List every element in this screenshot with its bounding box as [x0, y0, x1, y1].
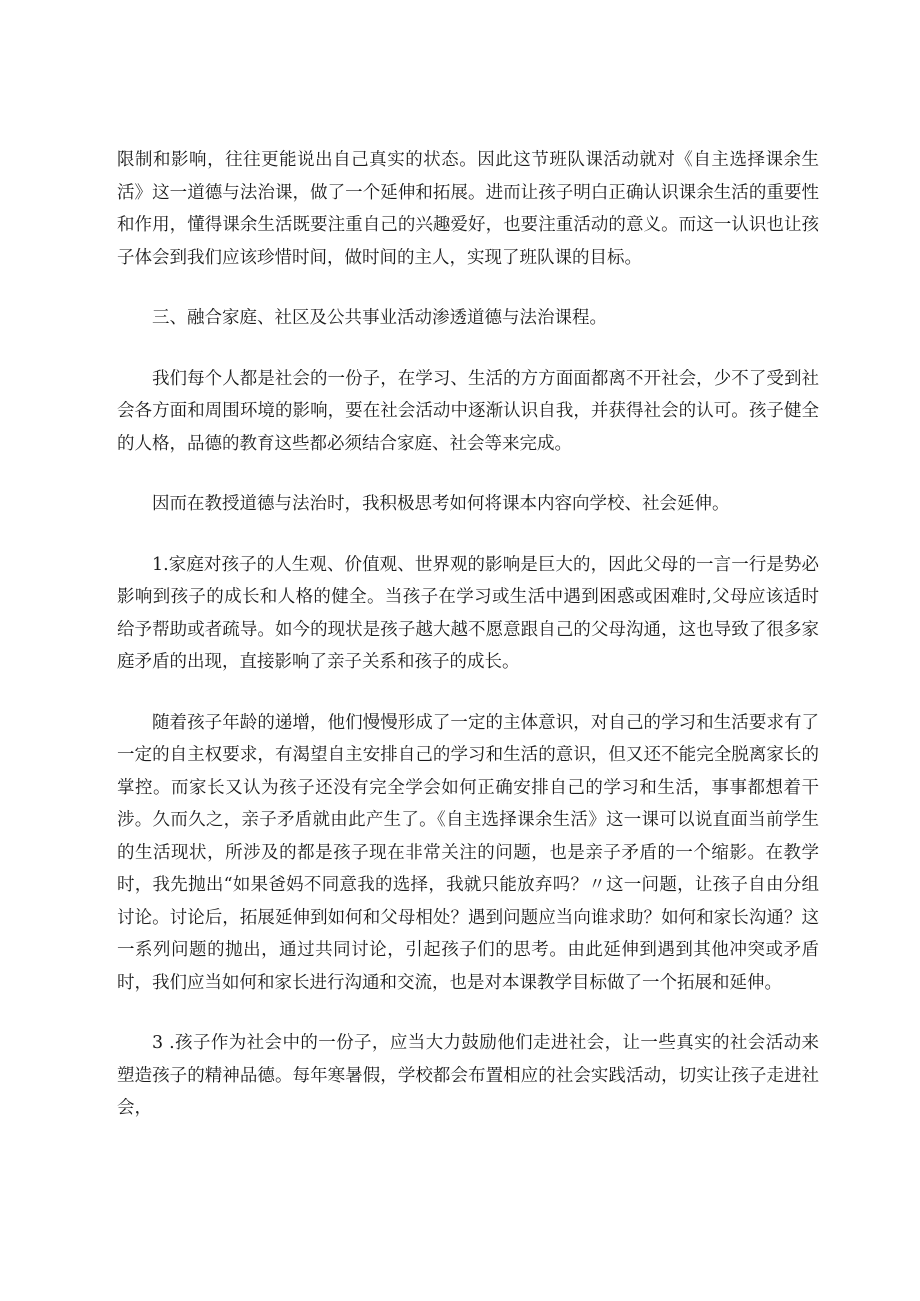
- paragraph: 随着孩子年龄的递增，他们慢慢形成了一定的主体意识，对自己的学习和生活要求有了一定的自主权要求，有渴望自主安排自己的学习和生活的意识，但又还不能完全脱离家长的掌控。而家长又认为孩子还没有完全学会如何正确安排自己的学习和生活，事事都想着干涉。久而久之，亲子矛盾就由此产生了。《自主选择课余生活》这一课可以说直面当前学生的生活现状，所涉及的都是孩子现在非常关注的问题，也是亲子矛盾的一个缩影。在教学时，我先抛出“如果爸妈不同意我的选择，我就只能放弃吗？〃这一问题，让孩子自由分组讨论。讨论后，拓展延伸到如何和父母相处？遇到问题应当向谁求助？如何和家长沟通？这一系列问题的抛出，通过共同讨论，引起孩子们的思考。由此延伸到遇到其他冲突或矛盾时，我们应当如何和家长进行沟通和交流，也是对本课教学目标做了一个拓展和延伸。: [117, 712, 819, 993]
- section-heading: 三、融合家庭、社区及公共事业活动渗透道德与法治课程。: [152, 308, 607, 328]
- paragraph-continuation: 限制和影响，往往更能说出自己真实的状态。因此这节班队课活动就对《自主选择课余生活》这一道德与法治课，做了一个延伸和拓展。进而让孩子明白正确认识课余生活的重要性和作用，懂得课余生活既要注重自己的兴趣爱好，也要注重活动的意义。而这一认识也让孩子体会到我们应该珍惜时间，做时间的主人，实现了班队课的目标。: [117, 150, 819, 268]
- paragraph-item-3: 3 .孩子作为社会中的一份子，应当大力鼓励他们走进社会，让一些真实的社会活动来塑造孩子的精神品德。每年寒暑假，学校都会布置相应的社会实践活动，切实让孩子走进社会，: [117, 1033, 819, 1118]
- document-body: [117, 144, 819, 1153]
- paragraph: 我们每个人都是社会的一份子，在学习、生活的方方面面都离不开社会，少不了受到社会各方面和周围环境的影响，要在社会活动中逐渐认识自我，并获得社会的认可。孩子健全的人格，品德的教育这些都必须结合家庭、社会等来完成。: [117, 368, 819, 454]
- paragraph-item-1: 1.家庭对孩子的人生观、价值观、世界观的影响是巨大的，因此父母的一言一行是势必影响到孩子的成长和人格的健全。当孩子在学习或生活中遇到困惑或困难时,父母应该适时给予帮助或者疏导。如今的现状是孩子越大越不愿意跟自己的父母沟通，这也导致了很多家庭矛盾的出现，直接影响了亲子关系和孩子的成长。: [117, 554, 819, 672]
- paragraph: 因而在教授道德与法治时，我积极思考如何将课本内容向学校、社会延伸。: [152, 494, 730, 514]
